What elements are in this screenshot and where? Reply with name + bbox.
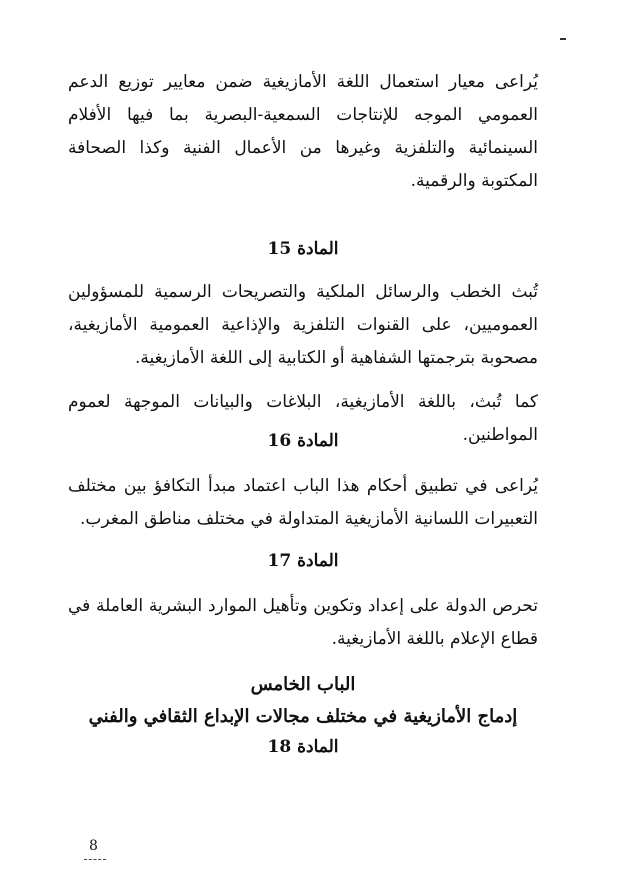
page-number-underline: [84, 856, 106, 860]
paragraph-parity-principle: يُراعى في تطبيق أحكام هذا الباب اعتماد مبدأ التكافؤ بين مختلف التعبيرات اللسانية الأمازيغية المتداولة في مختلف مناطق المغرب.: [68, 476, 538, 529]
paragraph-royal-speeches: تُبث الخطب والرسائل الملكية والتصريحات الرسمية للمسؤولين العموميين، على القنوات التلفزية والإذاعية العمومية الأمازيغية، مصحوبة بترجمتها الشفاهية أو الكتابية إلى اللغة الأمازيغية.: [68, 282, 538, 368]
chapter-heading: الباب الخامس: [250, 674, 356, 695]
chapter-title: إدماج الأمازيغية في مختلف مجالات الإبداع الثقافي والفني: [88, 706, 518, 727]
article-18-heading: المادة 18: [267, 737, 339, 757]
paragraph-communiques: كما تُبث، باللغة الأمازيغية، البلاغات والبيانات الموجهة لعموم المواطنين.: [68, 392, 538, 445]
page-number: 8: [89, 838, 98, 854]
corner-mark: [560, 38, 566, 40]
article-15-heading: المادة 15: [267, 239, 339, 259]
article-16-heading: المادة 16: [267, 431, 339, 451]
paragraph-support-criteria: يُراعى معيار استعمال اللغة الأمازيغية ضمن معايير توزيع الدعم العمومي الموجه للإنتاجات السمعية-البصرية بما فيها الأفلام السينمائية والتلفزية وغيرها من الأعمال الفنية وكذا الصحافة المكتوبة والرقمية.: [68, 72, 538, 191]
paragraph-training: تحرص الدولة على إعداد وتكوين وتأهيل الموارد البشرية العاملة في قطاع الإعلام باللغة الأمازيغية.: [68, 596, 538, 649]
article-17-heading: المادة 17: [267, 551, 339, 571]
